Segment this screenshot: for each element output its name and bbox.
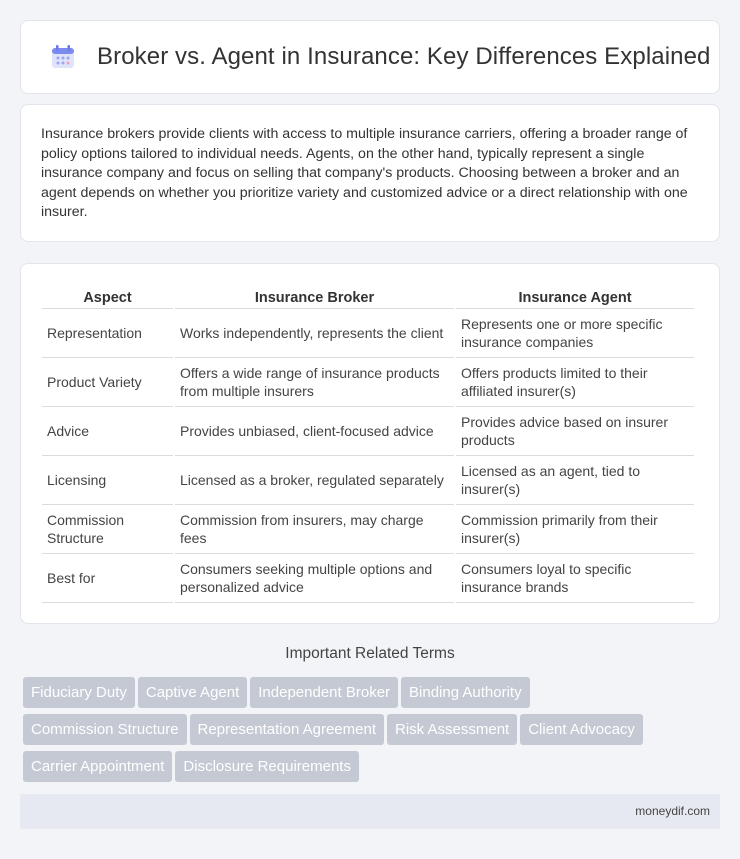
table-row	[42, 554, 694, 603]
row-broker: Provides unbiased, client-focused advice	[175, 407, 454, 456]
footer-site[interactable]: moneydif.com	[635, 804, 710, 818]
related-terms-tags	[23, 677, 723, 788]
tag-client-advocacy[interactable]: Client Advocacy	[520, 714, 643, 745]
row-aspect: Best for	[42, 554, 173, 603]
row-agent: Commission primarily from their insurer(s)	[456, 505, 694, 554]
row-agent: Consumers loyal to specific insurance brands	[456, 554, 694, 603]
tag-independent-broker[interactable]: Independent Broker	[250, 677, 398, 708]
calendar-icon	[49, 43, 77, 71]
row-agent: Offers products limited to their affiliated insurer(s)	[456, 358, 694, 407]
row-broker: Commission from insurers, may charge fees	[175, 505, 454, 554]
tag-risk-assessment[interactable]: Risk Assessment	[387, 714, 517, 745]
footer	[20, 794, 720, 829]
row-broker: Offers a wide range of insurance products from multiple insurers	[175, 358, 454, 407]
table-row	[42, 358, 694, 407]
row-agent: Represents one or more specific insurance companies	[456, 309, 694, 358]
row-broker: Consumers seeking multiple options and personalized advice	[175, 554, 454, 603]
row-agent: Licensed as an agent, tied to insurer(s)	[456, 456, 694, 505]
table-row	[42, 456, 694, 505]
row-aspect: Product Variety	[42, 358, 173, 407]
header-broker: Insurance Broker	[175, 284, 454, 309]
header-aspect: Aspect	[42, 284, 173, 309]
table-row	[42, 505, 694, 554]
page-title: Broker vs. Agent in Insurance: Key Differences Explained	[97, 43, 711, 70]
comparison-table-card	[20, 263, 720, 624]
row-aspect: Licensing	[42, 456, 173, 505]
row-broker: Works independently, represents the client	[175, 309, 454, 358]
row-aspect: Representation	[42, 309, 173, 358]
comparison-table	[40, 284, 696, 603]
row-aspect: Commission Structure	[42, 505, 173, 554]
tag-commission-structure[interactable]: Commission Structure	[23, 714, 187, 745]
tag-disclosure-requirements[interactable]: Disclosure Requirements	[175, 751, 359, 782]
tag-fiduciary-duty[interactable]: Fiduciary Duty	[23, 677, 135, 708]
header-card	[20, 20, 720, 94]
related-terms-title: Important Related Terms	[285, 645, 455, 662]
tag-captive-agent[interactable]: Captive Agent	[138, 677, 247, 708]
summary-card	[20, 104, 720, 242]
header-agent: Insurance Agent	[456, 284, 694, 309]
tag-representation-agreement[interactable]: Representation Agreement	[190, 714, 384, 745]
row-broker: Licensed as a broker, regulated separately	[175, 456, 454, 505]
tag-carrier-appointment[interactable]: Carrier Appointment	[23, 751, 172, 782]
table-row	[42, 407, 694, 456]
row-aspect: Advice	[42, 407, 173, 456]
row-agent: Provides advice based on insurer products	[456, 407, 694, 456]
table-row	[42, 309, 694, 358]
tag-binding-authority[interactable]: Binding Authority	[401, 677, 530, 708]
table-header-row	[42, 284, 694, 309]
summary-text: Insurance brokers provide clients with access to multiple insurance carriers, offering a broader range of policy options tailored to individual needs. Agents, on the other hand, typically represent a single insurance company and focus on selling that company's products. Choosing between a broker and an agent depends on whether you prioritize variety and customized advice or a direct relationship with one insurer.	[41, 126, 688, 221]
